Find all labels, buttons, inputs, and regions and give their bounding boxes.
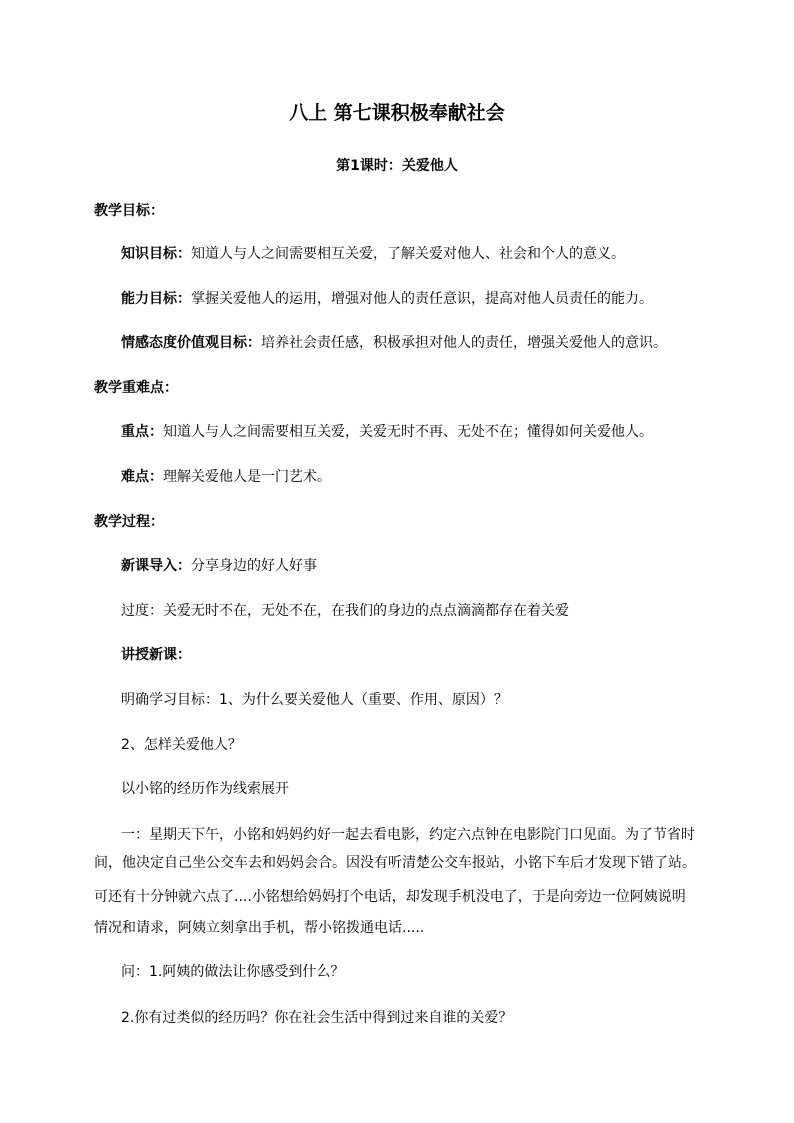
knowledge-goal-text: 知道人与人之间需要相互关爱，了解关爱对他人、社会和个人的意义。 bbox=[191, 246, 625, 262]
emotion-goal-label: 情感态度价值观目标： bbox=[121, 335, 261, 351]
transition-text: 过度：关爱无时不在，无处不在，在我们的身边的点点滴滴都存在着关爱 bbox=[121, 603, 569, 619]
key-point bbox=[121, 422, 653, 442]
key-point-text: 知道人与人之间需要相互关爱，关爱无时不再、无处不在；懂得如何关爱他人。 bbox=[163, 424, 653, 440]
goals-heading: 教学目标： bbox=[94, 203, 164, 219]
ability-goal-label: 能力目标： bbox=[121, 291, 191, 307]
learning-objective-2: 2、怎样关爱他人？ bbox=[121, 737, 242, 753]
lesson-intro-text: 分享身边的好人好事 bbox=[191, 558, 317, 574]
difficult-point-label: 难点： bbox=[121, 469, 163, 485]
new-lesson-label-text: 讲授新课： bbox=[121, 647, 191, 663]
lesson-intro bbox=[121, 556, 317, 576]
story-line-2: 间，他决定自己坐公交车去和妈妈会合。因没有听清楚公交车报站，小铭下车后才发现下错了站。 bbox=[94, 855, 696, 871]
difficult-point bbox=[121, 467, 331, 487]
key-point-label: 重点： bbox=[121, 424, 163, 440]
question-1: 问：1.阿姨的做法让你感受到什么？ bbox=[121, 964, 345, 980]
emotion-goal bbox=[121, 333, 667, 353]
learning-objective-1: 明确学习目标：1、为什么要关爱他人（重要、作用、原因）？ bbox=[121, 692, 508, 708]
knowledge-goal bbox=[121, 244, 625, 264]
question-2: 2.你有过类似的经历吗？你在社会生活中得到过来自谁的关爱？ bbox=[121, 1010, 513, 1026]
clue-text: 以小铭的经历作为线索展开 bbox=[121, 781, 289, 797]
lesson-intro-label: 新课导入： bbox=[121, 558, 191, 574]
ability-goal-text: 掌握关爱他人的运用，增强对他人的责任意识，提高对他人员责任的能力。 bbox=[191, 291, 653, 307]
story-line-1: 一：星期天下午，小铭和妈妈约好一起去看电影，约定六点钟在电影院门口见面。为了节省时 bbox=[121, 827, 695, 843]
emotion-goal-text: 培养社会责任感，积极承担对他人的责任，增强关爱他人的意识。 bbox=[261, 335, 667, 351]
keypoints-heading: 教学重难点： bbox=[94, 380, 178, 396]
document-subtitle: 第1课时：关爱他人 bbox=[336, 158, 458, 174]
difficult-point-text: 理解关爱他人是一门艺术。 bbox=[163, 469, 331, 485]
story-line-3: 可还有十分钟就六点了....小铭想给妈妈打个电话，却发现手机没电了，于是向旁边一位阿姨说明 bbox=[94, 889, 686, 905]
document-title: 八上 第七课积极奉献社会 bbox=[289, 102, 505, 124]
knowledge-goal-label: 知识目标： bbox=[121, 246, 191, 262]
process-heading: 教学过程： bbox=[94, 514, 164, 530]
story-line-4: 情况和请求，阿姨立刻拿出手机，帮小铭拨通电话..... bbox=[94, 920, 425, 936]
new-lesson-label bbox=[121, 645, 191, 665]
ability-goal bbox=[121, 289, 653, 309]
